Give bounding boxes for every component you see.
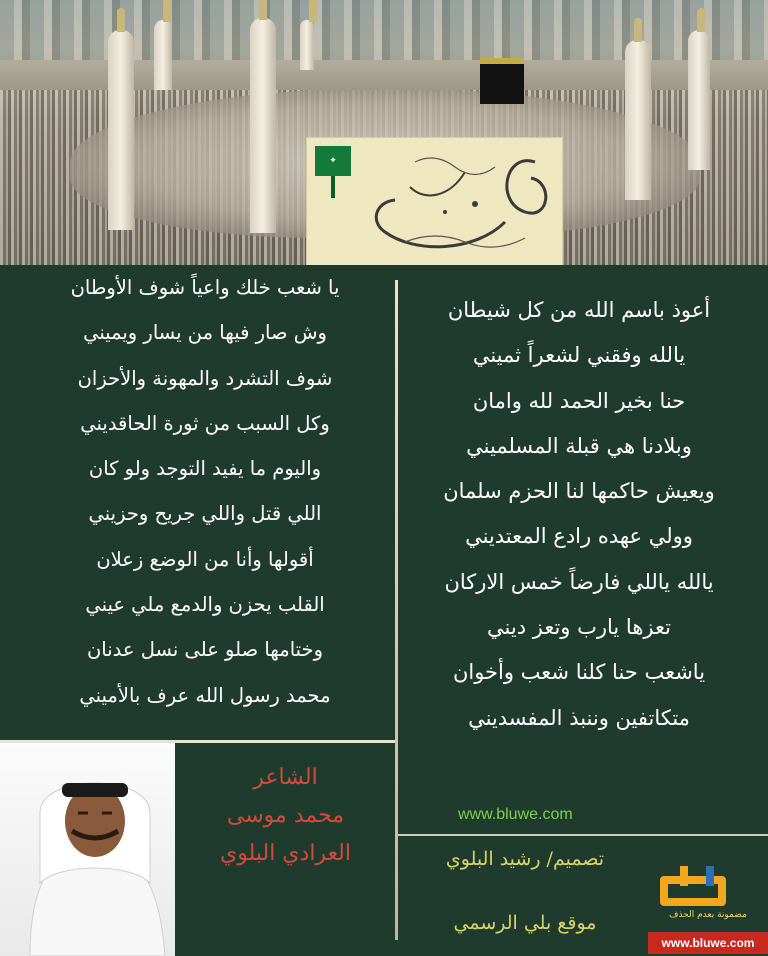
poem-line: محمد رسول الله عرف بالأميني bbox=[79, 683, 331, 707]
hero-photo bbox=[0, 0, 768, 265]
logo-url[interactable]: www.bluwe.com bbox=[648, 932, 768, 954]
poem-line: تعزها يارب وتعز ديني bbox=[487, 615, 671, 640]
poem-line: متكاتفين وننبذ المفسديني bbox=[468, 705, 690, 730]
flag-icon: ✦ bbox=[315, 146, 351, 176]
flag-pole bbox=[331, 176, 335, 198]
poem-line: وختامها صلو على نسل عدنان bbox=[86, 638, 324, 662]
poem-line: القلب يحزن والدمع ملي عيني bbox=[85, 593, 325, 617]
poem-line: يالله وفقني لشعراً ثميني bbox=[472, 343, 686, 368]
poem-line: يا شعب خلك واعياً شوف الأوطان bbox=[70, 276, 340, 299]
poem-line: أعوذ باسم الله من كل شيطان bbox=[447, 298, 711, 322]
minaret bbox=[300, 20, 314, 70]
poet-info bbox=[176, 743, 395, 956]
column-divider bbox=[395, 280, 398, 940]
kaaba bbox=[480, 58, 524, 104]
calligraphy-panel bbox=[306, 137, 563, 265]
poet-title: الشاعر bbox=[253, 765, 318, 790]
poet-portrait bbox=[0, 743, 175, 956]
credits-divider bbox=[398, 834, 768, 836]
poem-line: واليوم ما يفيد التوجد ولو كان bbox=[88, 457, 322, 481]
poem-line: اللي قتل واللي جريح وحزيني bbox=[88, 502, 322, 526]
site-logo[interactable] bbox=[648, 858, 768, 956]
minaret bbox=[154, 20, 172, 90]
poem-left-column bbox=[30, 265, 380, 718]
poem-line: أقولها وأنا من الوضع زعلان bbox=[96, 547, 314, 571]
poem-line: وكل السبب من ثورة الحاقديني bbox=[80, 411, 330, 435]
poem-line: وولي عهده رادع المعتديني bbox=[465, 524, 693, 549]
official-site-credit: موقع بلي الرسمي bbox=[453, 912, 597, 934]
poem-line: يالله ياللي فارضاً خمس الاركان bbox=[444, 569, 714, 594]
minaret bbox=[250, 18, 276, 233]
logo-icon bbox=[660, 866, 726, 908]
designer-credit: تصميم/ رشيد البلوي bbox=[445, 848, 605, 870]
poem-line: ياشعب حنا كلنا شعب وأخوان bbox=[452, 660, 706, 685]
poem-right-column bbox=[404, 288, 754, 741]
minaret bbox=[688, 30, 710, 170]
poem-line: وبلادنا هي قبلة المسلميني bbox=[466, 433, 692, 458]
poem-line: حنا بخير الحمد لله وامان bbox=[472, 388, 686, 413]
calligraphy-art bbox=[355, 142, 555, 262]
poem-line: شوف التشرد والمهونة والأحزان bbox=[77, 366, 333, 390]
poet-name: محمد موسى bbox=[226, 803, 345, 828]
poem-line: وش صار فيها من يسار ويميني bbox=[83, 321, 327, 345]
poem-line: ويعيش حاكمها لنا الحزم سلمان bbox=[443, 479, 715, 504]
minaret bbox=[108, 30, 134, 230]
poet-photo bbox=[0, 743, 175, 956]
site-link[interactable]: www.bluwe.com bbox=[458, 806, 573, 823]
minaret bbox=[625, 40, 651, 200]
logo-tagline: مضمونة بعدم الحذف bbox=[669, 910, 747, 920]
poet-family-name: العرادي البلوي bbox=[219, 841, 351, 866]
